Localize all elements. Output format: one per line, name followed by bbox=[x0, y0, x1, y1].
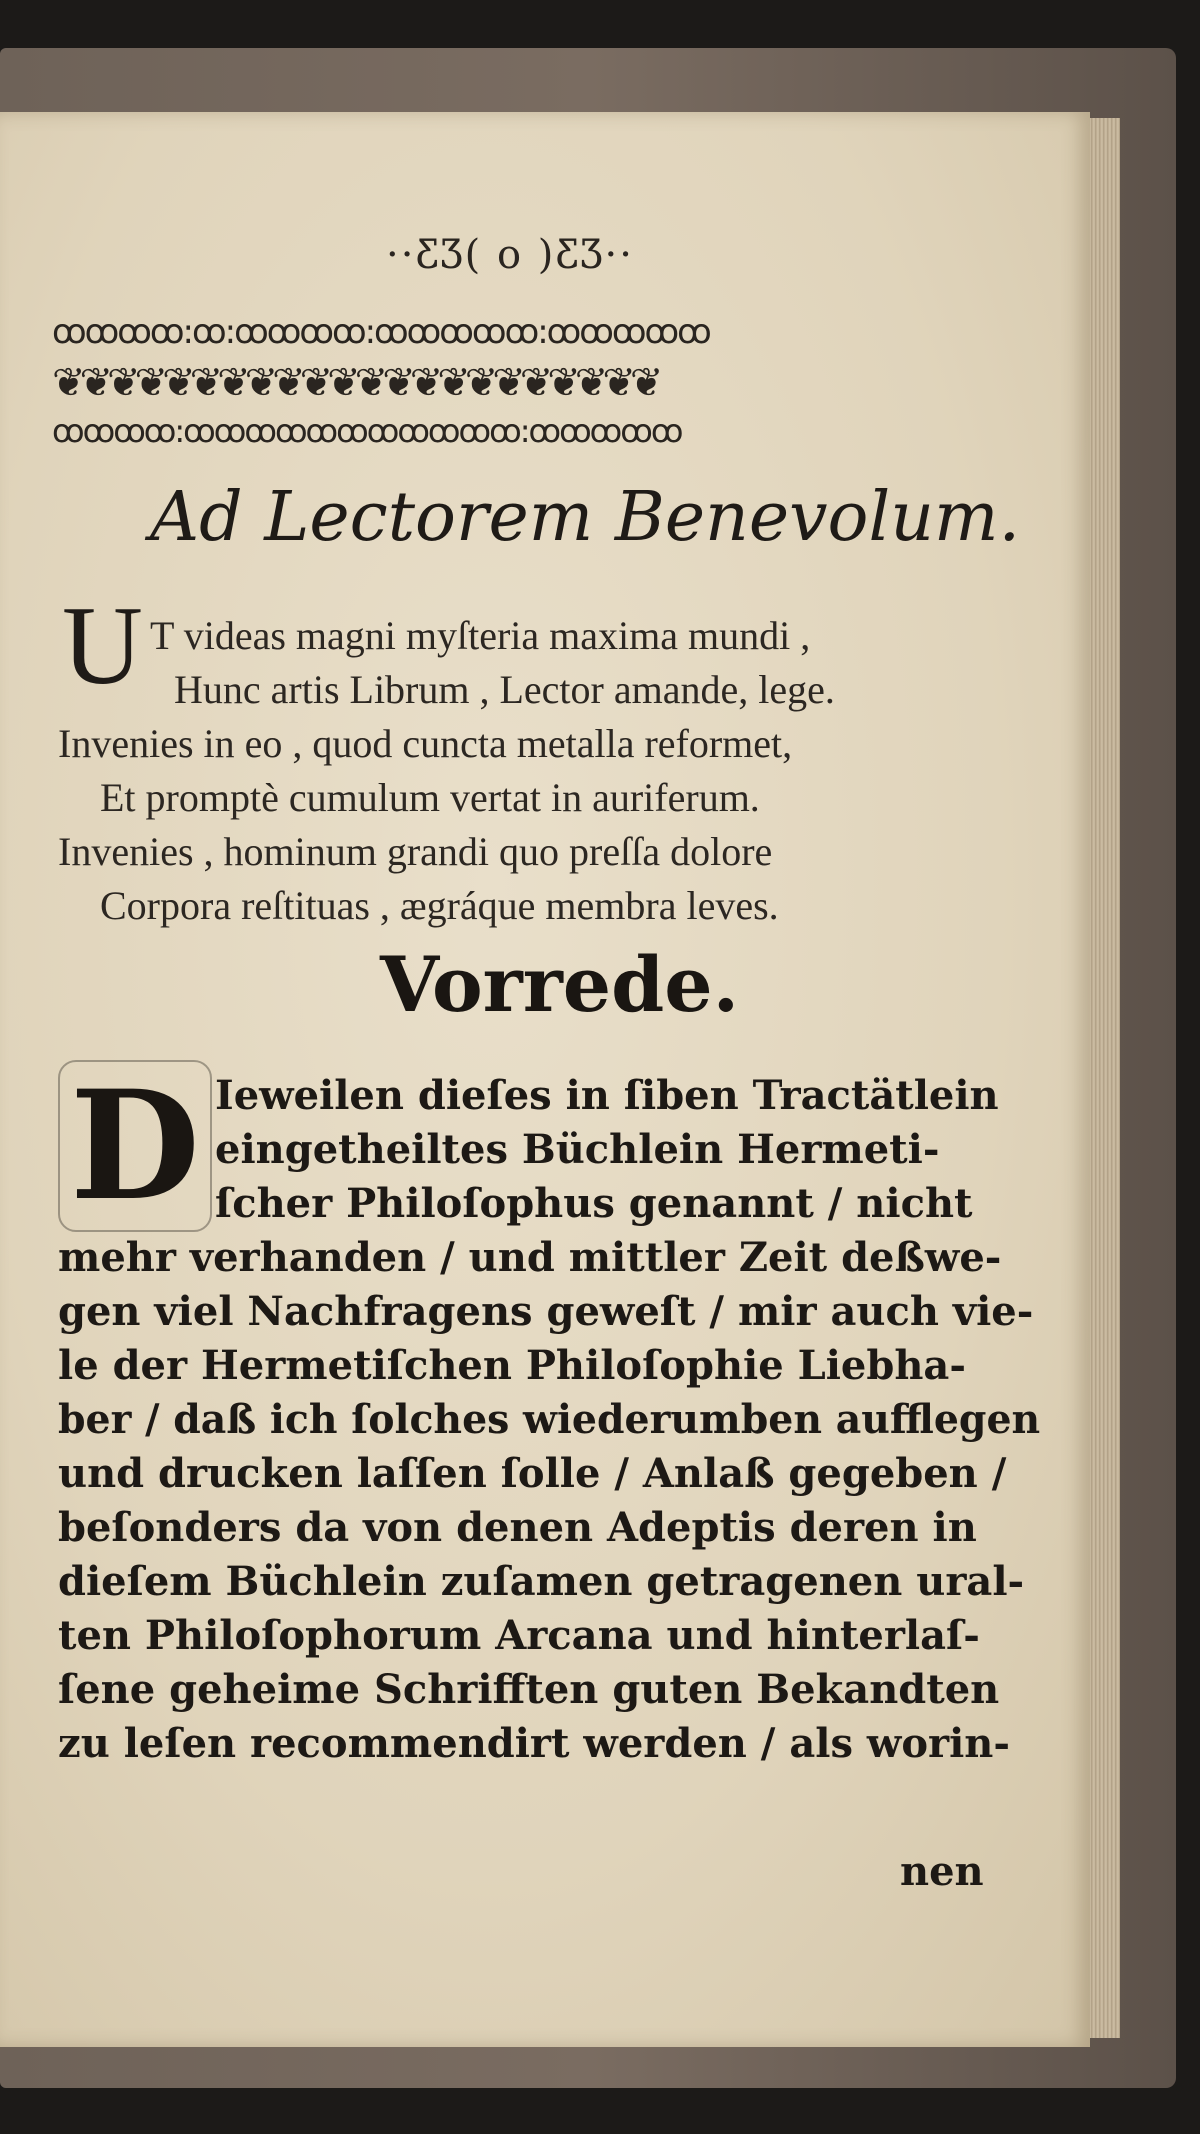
preface-dropcap-letter: D bbox=[69, 1058, 201, 1234]
ornament-border-middle: ❦❦❦❦❦❦❦❦❦❦❦❦❦❦❦❦❦❦❦❦❦❦ bbox=[52, 360, 658, 406]
latin-line: T videas magni myſteria maxima mundi , bbox=[150, 613, 811, 658]
preface-dropcap bbox=[58, 1060, 212, 1232]
preface-line: gen viel Nachfragens geweſt / mir auch vie- bbox=[58, 1288, 1034, 1335]
latin-line: Corpora reſtituas , ægráque membra leves. bbox=[100, 883, 779, 928]
preface-line: ſcher Philoſophus genannt / nicht bbox=[215, 1180, 973, 1227]
latin-line: Invenies in eo , quod cuncta metalla reformet, bbox=[58, 721, 793, 766]
ornament-border-top: ꝏꝏꝏꝏ:ꝏ:ꝏꝏꝏꝏ:ꝏꝏꝏꝏꝏ:ꝏꝏꝏꝏꝏ bbox=[52, 312, 710, 352]
preface-line: und drucken laſſen ſolle / Anlaß gegeben / bbox=[58, 1450, 1007, 1497]
preface-line: ſene geheime Schrifften guten Bekandten bbox=[58, 1666, 1000, 1713]
latin-line: Invenies , hominum grandi quo preſſa dolore bbox=[58, 829, 773, 874]
latin-line: Hunc artis Librum , Lector amande, lege. bbox=[174, 667, 835, 712]
preface-heading: Vorrede. bbox=[380, 940, 740, 1029]
preface-line: le der Hermetiſchen Philoſophie Liebha- bbox=[58, 1342, 966, 1389]
catchword: nen bbox=[900, 1848, 984, 1895]
latin-title: Ad Lectorem Benevolum. bbox=[150, 478, 1021, 557]
preface-line: ber / daß ich ſolches wiederumben aufflegen bbox=[58, 1396, 1041, 1443]
latin-line: Et promptè cumulum vertat in auriferum. bbox=[100, 775, 760, 820]
preface-line: eingetheiltes Büchlein Hermeti- bbox=[215, 1126, 940, 1173]
preface-line: ten Philoſophorum Arcana und hinterlaſ- bbox=[58, 1612, 980, 1659]
latin-dropcap: U bbox=[62, 584, 143, 708]
ornament-border-bottom: ꝏꝏꝏꝏ:ꝏꝏꝏꝏꝏꝏꝏꝏꝏꝏꝏ:ꝏꝏꝏꝏꝏ bbox=[52, 412, 682, 450]
preface-line: beſonders da von denen Adeptis deren in bbox=[58, 1504, 977, 1551]
preface-line: zu leſen recommendirt werden / als worin- bbox=[58, 1720, 1010, 1767]
preface-line: mehr verhanden / und mittler Zeit deßwe- bbox=[58, 1234, 1002, 1281]
page-number-mark: ··ƸƷ( o )ƸƷ·· bbox=[386, 232, 634, 278]
preface-line: Ieweilen dieſes in ſiben Tractätlein bbox=[215, 1072, 999, 1119]
preface-line: dieſem Büchlein zuſamen getragenen ural- bbox=[58, 1558, 1025, 1605]
